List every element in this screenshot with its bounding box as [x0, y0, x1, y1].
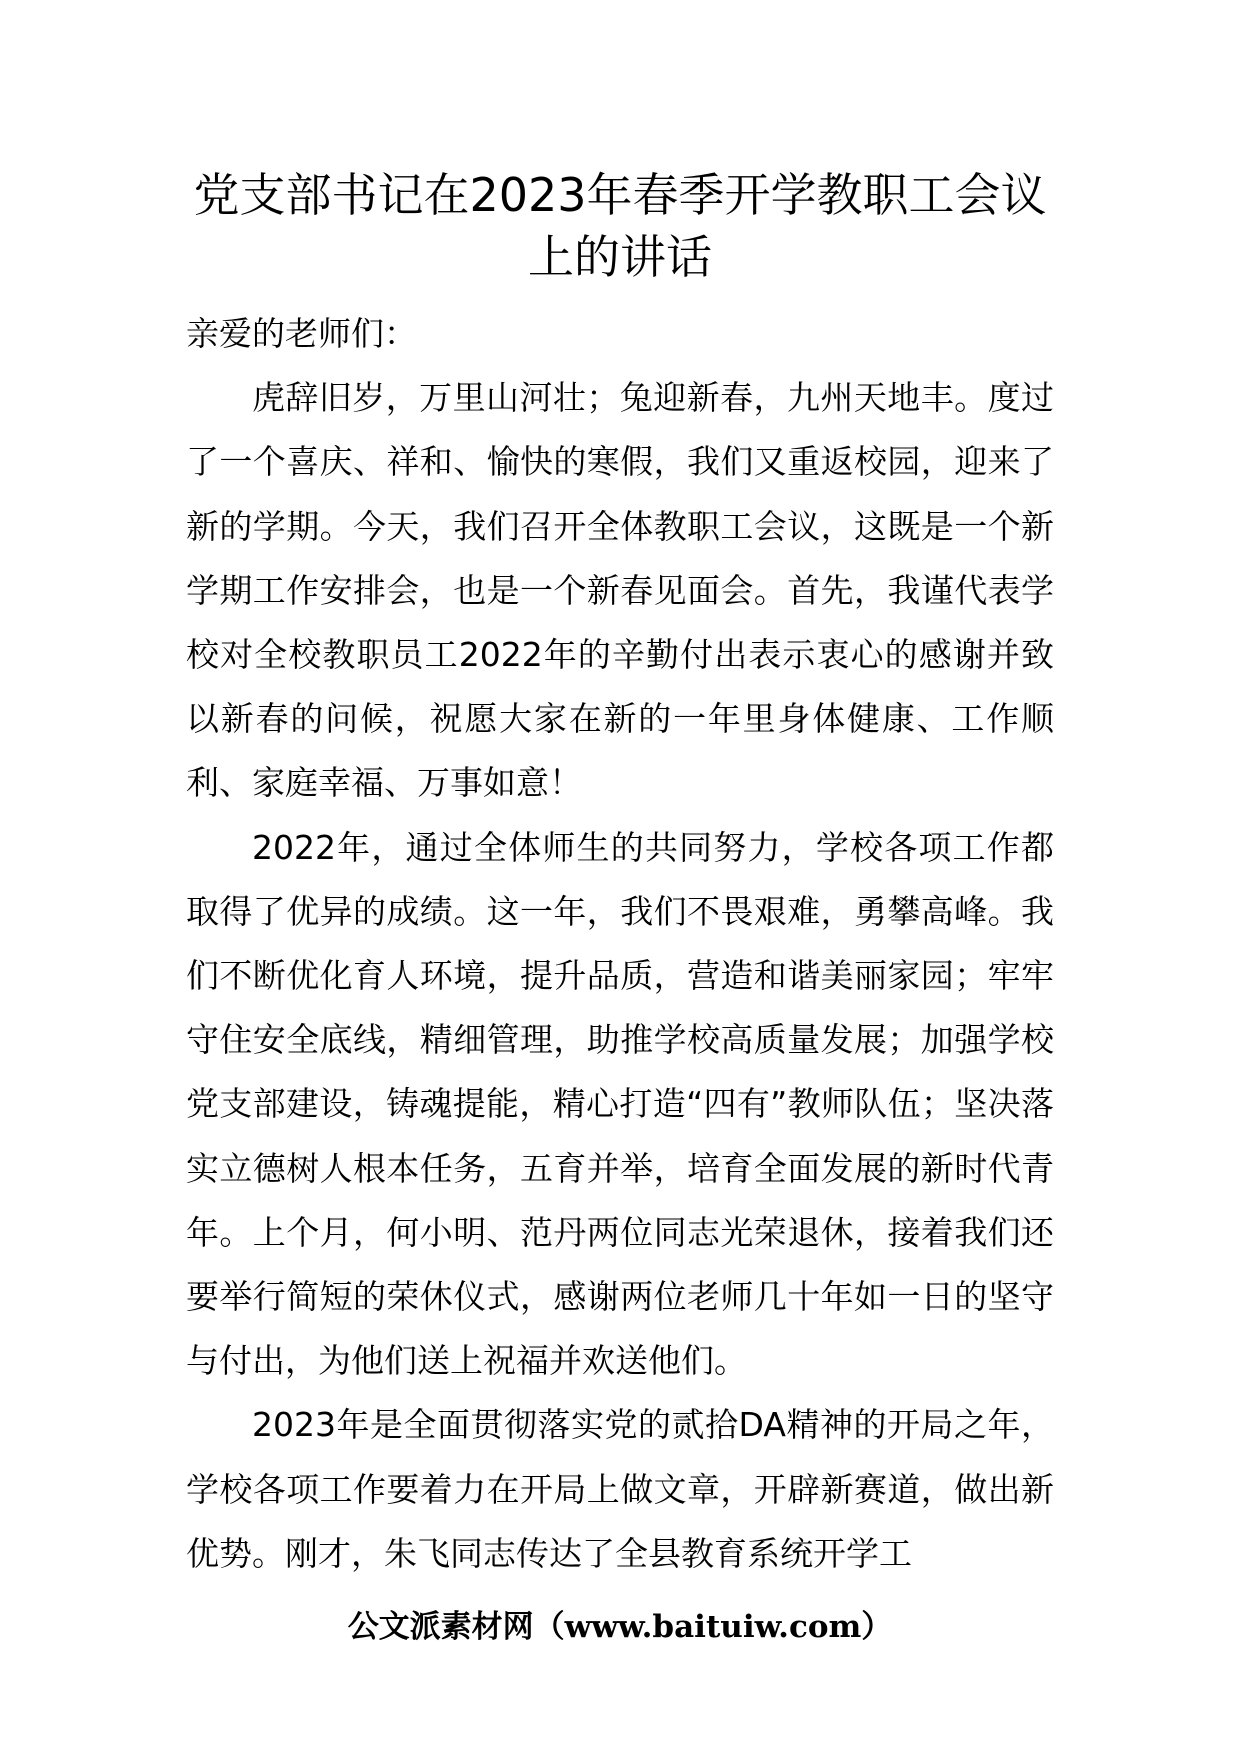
document-title	[170, 164, 1070, 288]
salutation: 亲爱的老师们：	[186, 314, 417, 353]
footer-source-text: 公文派素材网（www.baituiw.com）	[347, 1609, 893, 1645]
title-line-2: 上的讲话	[528, 230, 712, 284]
paragraph-2: 2022年，通过全体师生的共同努力，学校各项工作都取得了优异的成绩。这一年，我们不畏艰难，勇攀高峰。我们不断优化育人环境，提升品质，营造和谐美丽家园；牢牢守住安全底线，精细管理，助推学校高质量发展；加强学校党支部建设，铸魂提能，精心打造“四有”教师队伍；坚决落实立德树人根本任务，五育并举，培育全面发展的新时代青年。上个月，何小明、范丹两位同志光荣退休，接着我们还要举行简短的荣休仪式，感谢两位老师几十年如一日的坚守与付出，为他们送上祝福并欢送他们。	[186, 827, 1054, 1381]
paragraph-1: 虎辞旧岁，万里山河壮；兔迎新春，九州天地丰。度过了一个喜庆、祥和、愉快的寒假，我们又重返校园，迎来了新的学期。今天，我们召开全体教职工会议，这既是一个新学期工作安排会，也是一个新春见面会。首先，我谨代表学校对全校教职员工2022年的辛勤付出表示衷心的感谢并致以新春的问候，祝愿大家在新的一年里身体健康、工作顺利、家庭幸福、万事如意！	[186, 378, 1054, 803]
document-body	[186, 302, 1054, 1586]
title-line-1: 党支部书记在2023年春季开学教职工会议	[193, 168, 1047, 222]
paragraph-3: 2023年是全面贯彻落实党的贰拾DA精神的开局之年，学校各项工作要着力在开局上做文章，开辟新赛道，做出新优势。刚才，朱飞同志传达了全县教育系统开学工	[186, 1405, 1054, 1573]
